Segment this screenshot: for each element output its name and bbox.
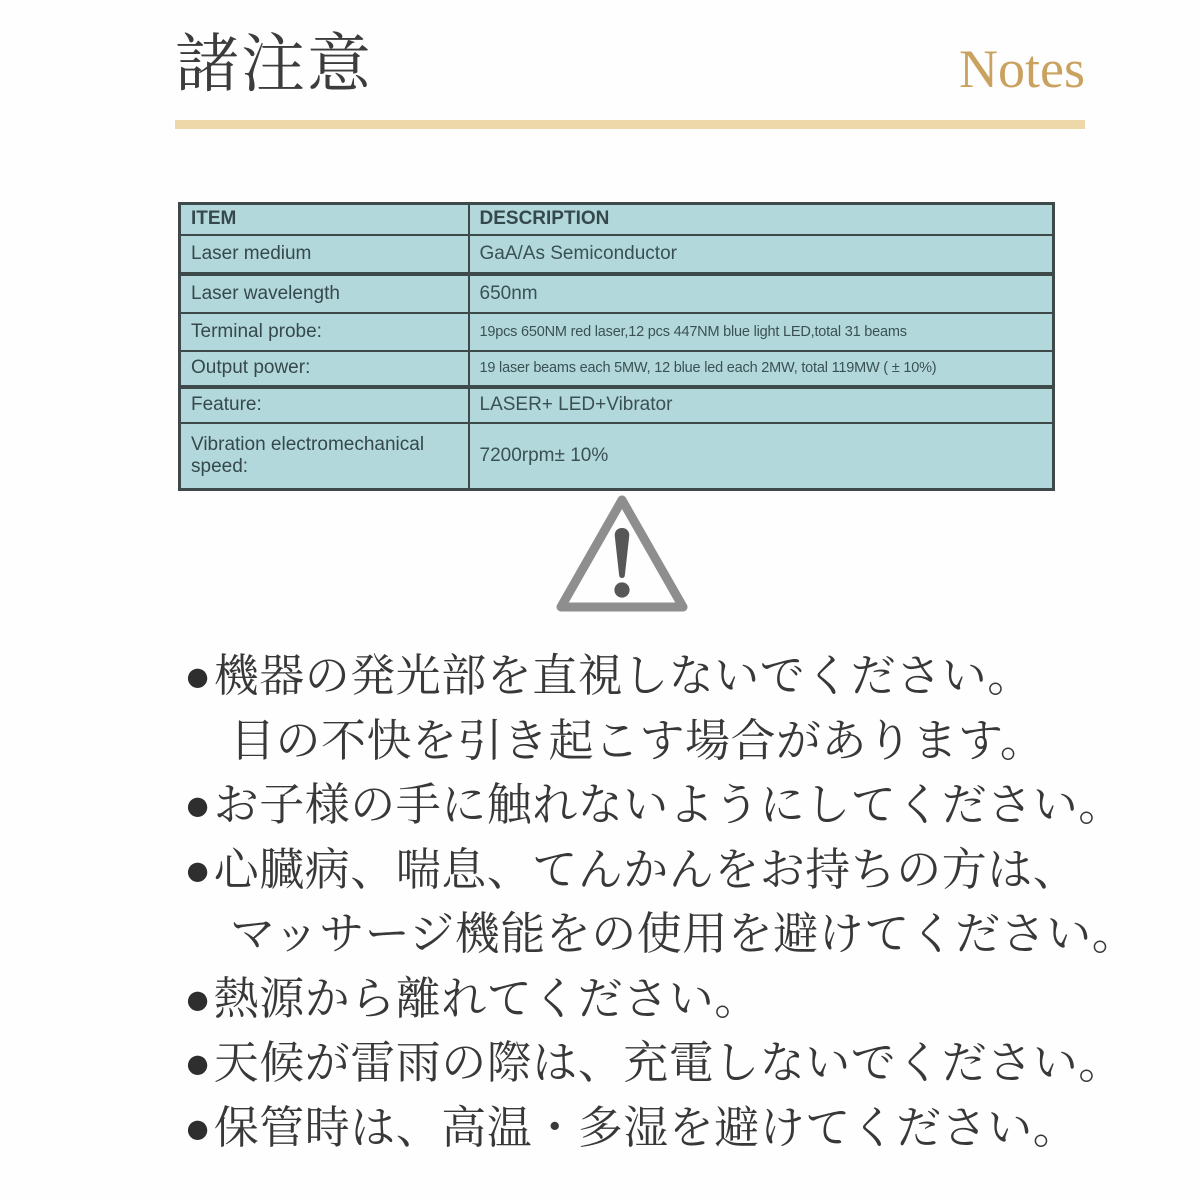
row-label: Laser medium — [180, 235, 469, 274]
note-text: 天候が雷雨の際は、充電しないでください。 — [213, 1037, 1124, 1088]
note-text: マッサージ機能をの使用を避けてください。 — [230, 908, 1138, 959]
list-item-continuation — [184, 902, 1144, 967]
page-title-english: Notes — [959, 39, 1085, 100]
page-title: 諸注意 — [175, 28, 373, 100]
bullet-icon: ● — [184, 843, 212, 895]
row-value: 19 laser beams each 5MW, 12 blue led each 2MW, total 119MW ( ± 10%) — [469, 351, 1054, 387]
row-label: Feature: — [180, 387, 469, 423]
row-label: Output power: — [180, 351, 469, 387]
bullet-icon: ● — [184, 650, 212, 701]
row-value: 7200rpm± 10% — [469, 423, 1054, 490]
note-text: 機器の発光部を直視しないでください。 — [213, 650, 1033, 701]
table-row — [180, 387, 1054, 423]
row-label: Terminal probe: — [180, 313, 469, 351]
note-text: お子様の手に触れないようにしてください。 — [213, 779, 1124, 830]
row-label: Laser wavelength — [180, 274, 469, 313]
table-row — [180, 423, 1054, 490]
note-text: 目の不快を引き起こす場合があります。 — [230, 714, 1046, 766]
table-row — [180, 313, 1054, 351]
table-row — [180, 274, 1054, 313]
row-value: 19pcs 650NM red laser,12 pcs 447NM blue light LED,total 31 beams — [469, 313, 1054, 351]
list-item-continuation — [184, 709, 1144, 774]
row-value: 650nm — [469, 274, 1054, 313]
list-item — [184, 1096, 1144, 1161]
spec-table — [178, 202, 1055, 491]
note-text: 保管時は、高温・多湿を避けてください。 — [213, 1101, 1079, 1153]
page-header — [175, 28, 1085, 102]
row-label: Vibration electromechanical speed: — [180, 423, 469, 490]
bullet-icon: ● — [184, 779, 212, 830]
note-text: 熱源から離れてください。 — [213, 972, 760, 1024]
bullet-icon: ● — [184, 1037, 212, 1088]
column-header-item: ITEM — [180, 204, 469, 235]
precaution-list — [184, 644, 1144, 1160]
bullet-icon: ● — [184, 1101, 212, 1153]
list-item — [184, 644, 1144, 709]
list-item — [184, 773, 1144, 838]
row-value: GaA/As Semiconductor — [469, 235, 1054, 274]
warning-triangle-icon — [552, 490, 692, 618]
list-item — [184, 967, 1144, 1032]
list-item — [184, 838, 1144, 903]
row-value: LASER+ LED+Vibrator — [469, 387, 1054, 423]
note-text: 心臓病、喘息、てんかんをお持ちの方は、 — [213, 843, 1079, 895]
bullet-icon: ● — [184, 972, 212, 1024]
table-header-row — [180, 204, 1054, 235]
table-row — [180, 235, 1054, 274]
list-item — [184, 1031, 1144, 1096]
column-header-description: DESCRIPTION — [469, 204, 1054, 235]
header-divider — [175, 120, 1085, 129]
table-row — [180, 351, 1054, 387]
